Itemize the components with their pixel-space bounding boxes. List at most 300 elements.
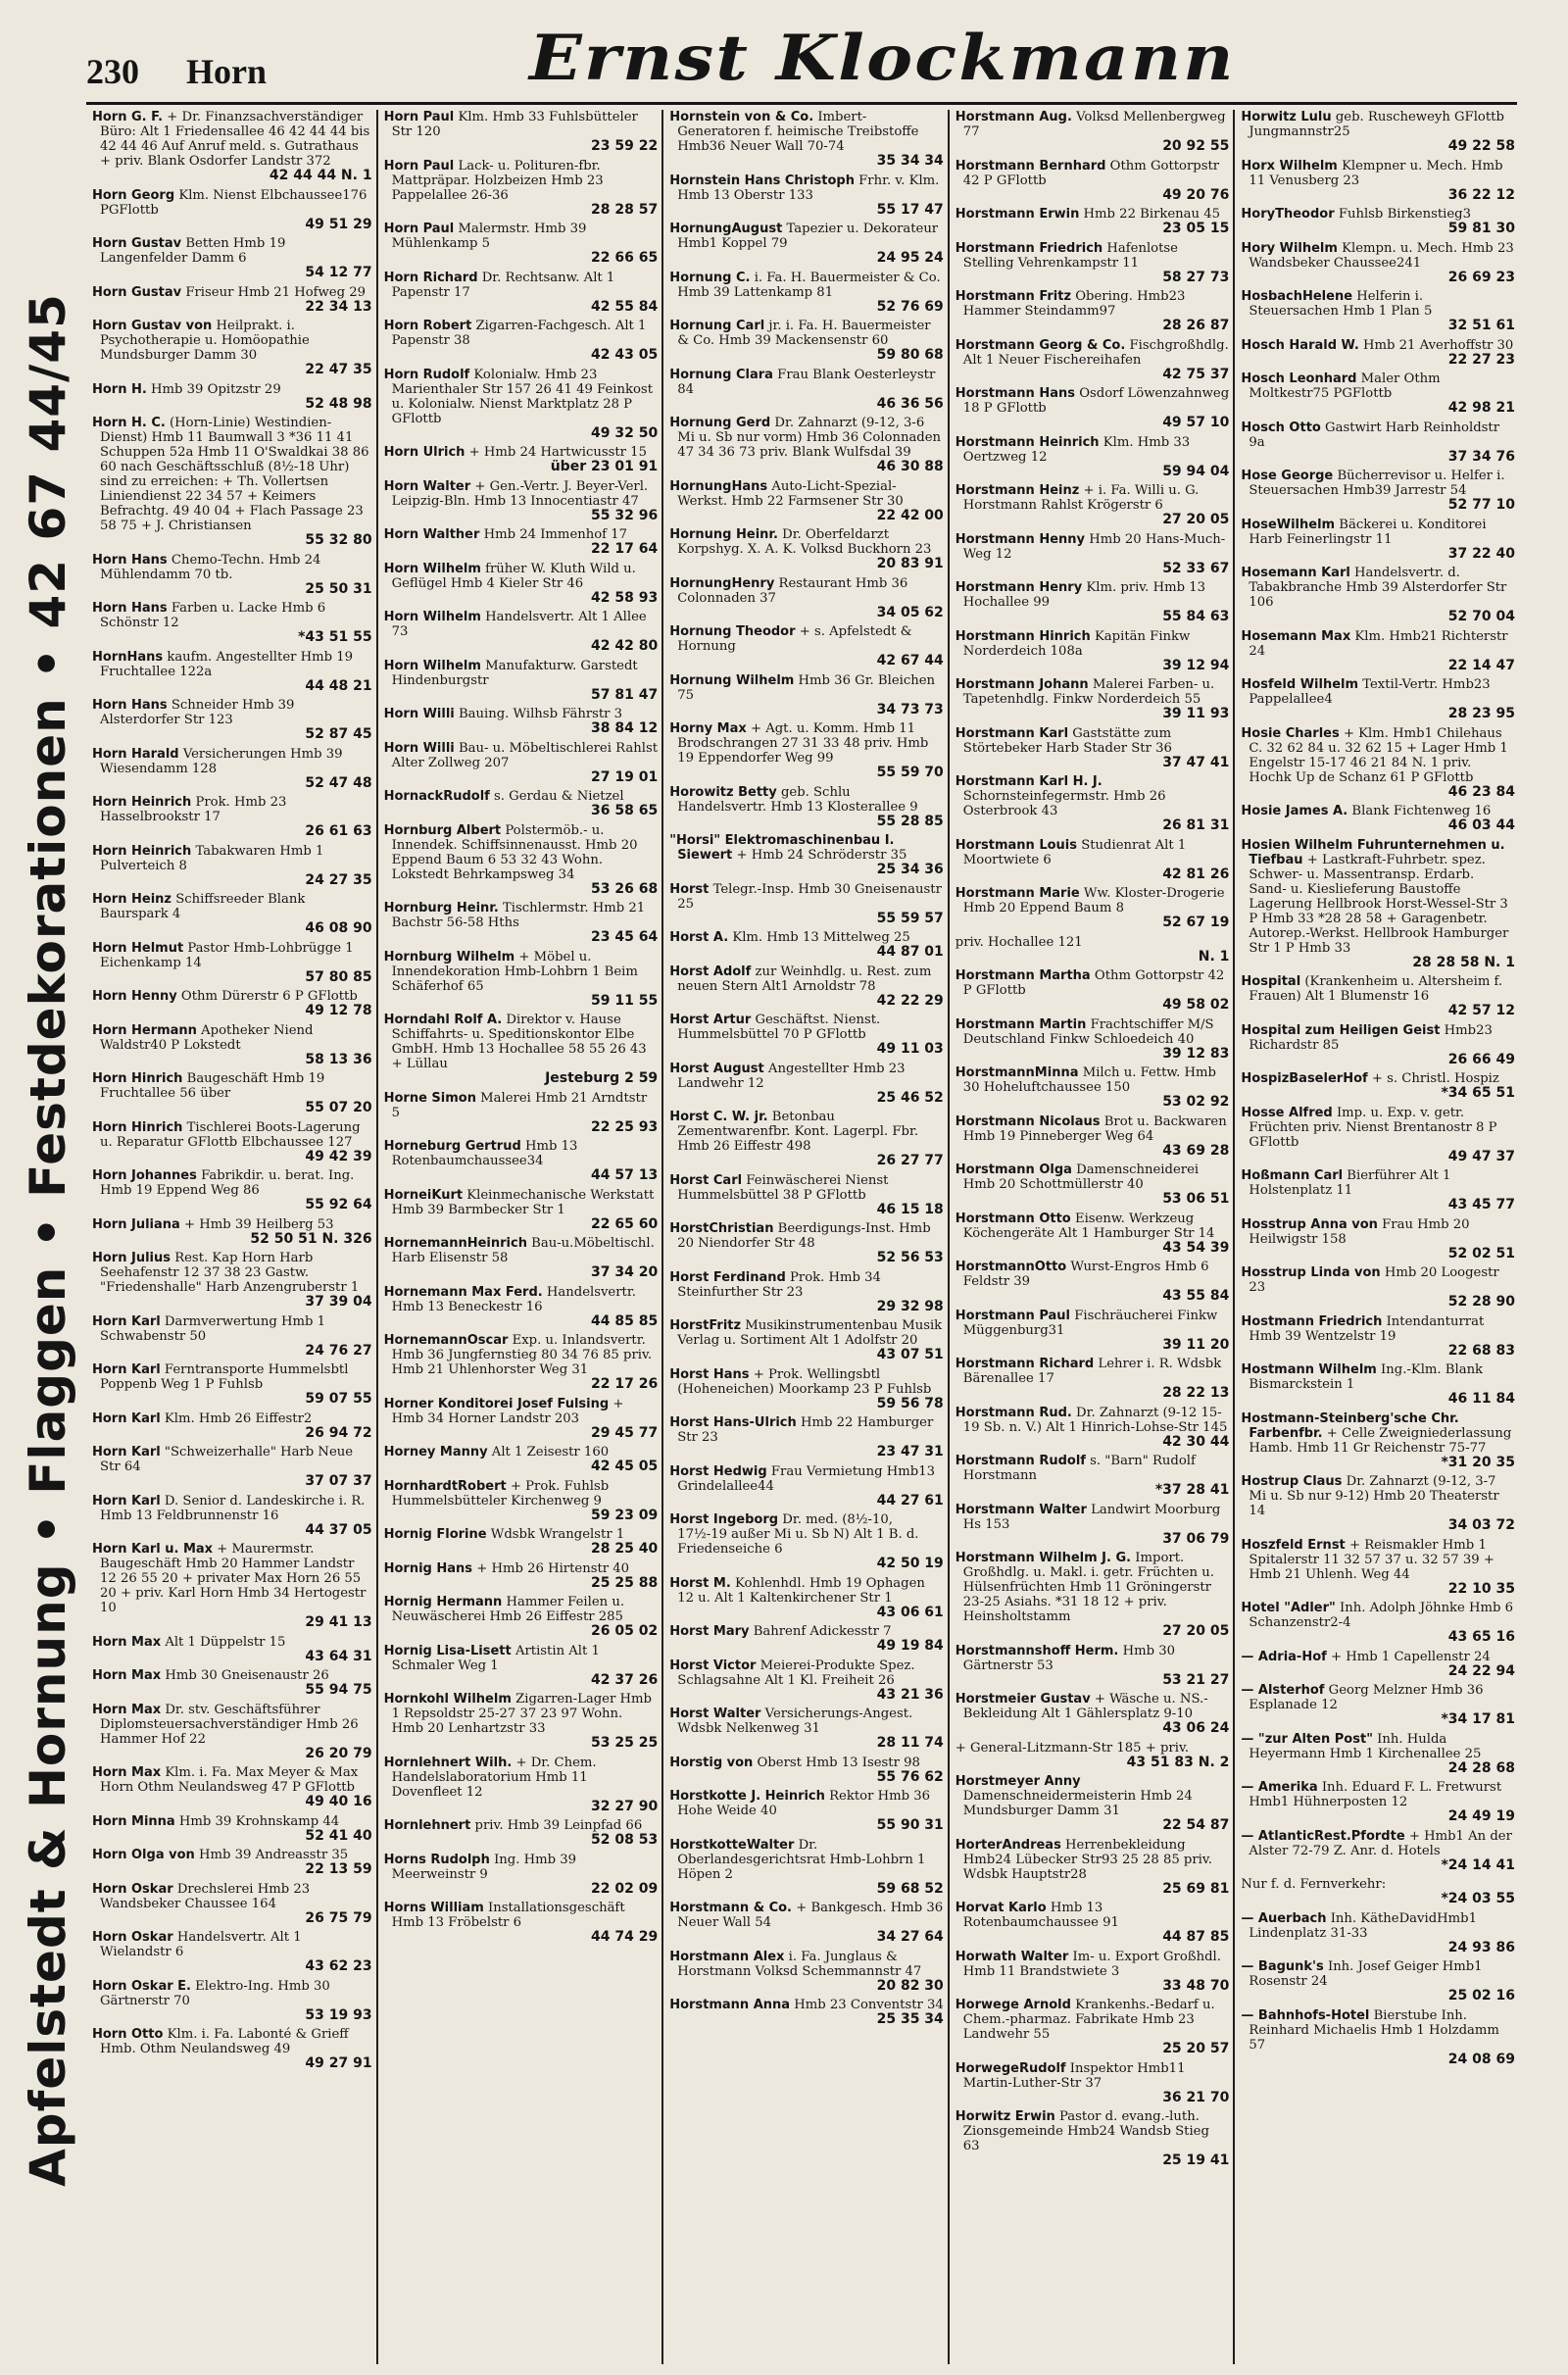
directory-entry [92,747,372,791]
entry-name: Hostmann Wilhelm [1241,1362,1377,1377]
entry-phone: 28 26 87 [1162,318,1230,333]
entry-details: Im- u. Export Großhdl. Hmb 11 Brandstwiete 3 [962,1949,1221,1979]
entry-name: Hornung Gerd [669,416,771,430]
directory-entry [384,222,659,266]
entry-details: Musikinstrumentenbau Musik Verlag u. Sortiment Alt 1 Adolfstr 20 [677,1318,943,1348]
entry-details: Zigarren-Lager Hmb 1 Repsoldstr 25-27 37 23 97 Wohn. Hmb 20 Lenhartzstr 33 [391,1692,652,1736]
directory-entry [1241,1959,1515,2004]
entry-name: HorstkotteWalter [669,1837,795,1853]
entry-name: Hotel "Adler" [1241,1601,1336,1615]
entry-phone: 49 12 78 [305,1003,372,1018]
entry-details: Artistin Alt 1 Schmaler Weg 1 [391,1643,600,1673]
entry-phone: *43 51 55 [298,629,372,645]
entry-phone: 59 56 78 [876,1395,944,1411]
directory-entry [384,1333,659,1392]
entry-phone: 33 48 70 [1162,1977,1230,1994]
entry-phone: *31 20 35 [1441,1454,1515,1470]
entry-details: Chemo-Techn. Hmb 24 Mühlendamm 70 tb. [100,552,321,582]
directory-entry [669,1318,944,1362]
entry-details: Klm. i. Fa. Labonté & Grieff Hmb. Othm Neulandsweg 49 [100,2027,349,2056]
directory-entry [1241,1106,1515,1164]
entry-details: (Krankenheim u. Altersheim f. Frauen) Alt 1 Blumenstr 16 [1249,974,1503,1004]
entry-details: Elektro-Ing. Hmb 30 Gärtnerstr 70 [100,1978,330,2008]
entry-name: Horst C. W. jr. [669,1110,768,1124]
entry-phone: 42 22 29 [876,992,944,1009]
directory-entry [956,435,1230,479]
entry-details: Beerdigungs-Inst. Hmb 20 Niendorfer Str 48 [677,1221,931,1251]
entry-name: Hosie Charles [1241,725,1340,741]
directory-entry [1241,421,1515,465]
entry-phone: 34 03 72 [1447,1517,1515,1533]
entry-phone: 55 90 31 [876,1817,944,1833]
directory-entry [92,650,372,694]
entry-name: Horn Gustav [92,236,182,251]
entry-details: Ing.-Klm. Blank Bismarckstein 1 [1249,1362,1484,1392]
directory-entry [669,110,944,169]
entry-details: geb. Schlu Handelsvertr. Hmb 13 Klosterallee 9 [677,784,918,815]
entry-details: "Schweizerhalle" Harb Neue Str 64 [100,1445,354,1474]
entry-phone: 52 50 51 N. 326 [250,1230,372,1247]
entry-details: Hmb 20 Loogestr 23 [1249,1265,1499,1295]
entry-name: Horstmann Anna [669,1998,791,2012]
entry-details: Kleinmechanische Werkstatt Hmb 39 Barmbecker Str 1 [391,1187,655,1217]
entry-phone: 49 19 84 [876,1638,944,1654]
entry-name: Hosstrup Linda von [1241,1265,1381,1280]
entry-phone: 52 48 98 [305,395,372,412]
directory-entry [669,1576,944,1620]
page-number: 230 [86,52,139,91]
entry-phone: 43 62 23 [305,1958,372,1974]
entry-name: Horstmann Walter [955,1502,1087,1517]
entry-name: Hosfeld Wilhelm [1241,677,1359,692]
directory-columns [90,110,1519,2364]
entry-name: Horstmann Nicolaus [955,1113,1101,1129]
entry-phone: 22 54 87 [1162,1817,1230,1833]
entry-name: Horn Walther [383,527,480,542]
entry-name: Horstmann Wilhelm J. G. [955,1551,1132,1565]
entry-name: Hornlehnert [383,1818,471,1833]
entry-name: Hornlehnert Wilh. [383,1755,513,1770]
entry-name: Horstmann Otto [955,1211,1071,1226]
directory-entry [92,553,372,597]
directory-entry [956,1644,1230,1688]
entry-name: Horn Georg [92,187,175,203]
entry-name: Hornung Clara [669,367,773,382]
entry-details: Frhr. v. Klm. Hmb 13 Oberstr 133 [677,173,940,203]
entry-details: Prok. Hmb 34 Steinfurther Str 23 [677,1269,881,1300]
directory-entry [956,1998,1230,2056]
entry-phone: 49 11 03 [876,1041,944,1057]
entry-name: — Alsterhof [1241,1683,1325,1698]
entry-name: Horn H. [92,381,147,397]
directory-column [90,110,376,2364]
directory-entry [384,950,659,1009]
entry-phone: über 23 01 91 [550,459,659,474]
directory-entry [384,659,659,703]
entry-phone: 42 44 44 N. 1 [269,168,372,183]
entry-details: Inh. Adolph Jöhnke Hmb 6 Schanzenstr2-4 [1249,1601,1514,1630]
entry-details: Schiffsreeder Blank Baurspark 4 [100,892,306,921]
entry-name: Horstmann Henny [955,531,1086,547]
entry-phone: 57 81 47 [590,686,659,703]
directory-entry [669,1838,944,1897]
directory-entry [384,1139,659,1183]
entry-name: Horstmann Johann [955,677,1089,692]
entry-phone: *24 14 41 [1441,1856,1515,1873]
entry-phone: 24 27 35 [305,871,372,888]
entry-name: Horwath Walter [955,1949,1069,1964]
directory-entry [1241,629,1515,673]
entry-phone: 49 57 10 [1162,415,1230,430]
directory-entry [956,1212,1230,1256]
entry-name: Horx Wilhelm [1241,158,1338,173]
entry-name: Hosien Wilhelm Fuhrunternehmen u. Tiefbau [1241,837,1505,867]
entry-details: Hmb 22 Birkenau 45 [1083,207,1220,222]
entry-phone: 55 07 20 [305,1100,372,1115]
directory-entry [1241,1071,1515,1101]
entry-phone: 53 19 93 [305,2006,372,2023]
directory-entry [384,1692,659,1751]
entry-details: Geschäftst. Nienst. Hummelsbüttel 70 P GFlottb [677,1013,881,1042]
entry-name: HorstmannMinna [955,1065,1079,1080]
directory-entry [956,629,1230,673]
entry-details: Bierführer Alt 1 Holstenplatz 11 [1249,1168,1451,1198]
entry-name: — Auerbach [1241,1910,1327,1926]
entry-name: Hospital zum Heiligen Geist [1241,1022,1441,1038]
entry-details: Installationsgeschäft Hmb 13 Fröbelstr 6 [391,1901,625,1930]
entry-name: Horst [669,881,710,897]
directory-entry [92,319,372,377]
entry-details: Malermstr. Hmb 39 Mühlenkamp 5 [391,222,587,251]
entry-name: Horstmann Friedrich [955,240,1103,256]
entry-details: Othm Dürerstr 6 P GFlottb [180,989,358,1004]
entry-phone: 52 70 04 [1447,609,1515,624]
entry-details: + Hmb 24 Schröderstr 35 [736,848,907,863]
entry-details: + Gen.-Vertr. J. Beyer-Verl. Leipzig-Bln. Hmb 13 Innocentiastr 47 [391,478,649,509]
entry-phone: 52 67 19 [1162,915,1230,930]
entry-name: Hornig Florine [383,1527,487,1542]
entry-details: Pastor d. evang.-luth. Zionsgemeinde Hmb24 Wandsb Stieg 63 [962,2109,1209,2153]
entry-details: Friseur Hmb 21 Hofweg 29 [185,284,367,300]
directory-entry [1241,159,1515,203]
directory-entry [669,479,944,523]
entry-phone: 46 11 84 [1447,1391,1515,1407]
entry-details: Wdsbk Wrangelstr 1 [490,1527,625,1542]
entry-name: Horwege Arnold [955,1998,1071,2012]
entry-name: Horn Hermann [92,1022,197,1038]
entry-phone: 53 21 27 [1162,1671,1230,1688]
entry-name: Horstmann Fritz [955,289,1072,304]
directory-entry [669,319,944,363]
entry-details: (Horn-Linie) Westindien-Dienst) Hmb 11 Baumwall 3 *36 11 41 Schuppen 52a Hmb 11 O'Swaldkai 38 86 60 nach Geschäftsschluß (8½-18 Uhr) sind zu erreichen: + Th. Vollertsen Liniendienst 22 34 57 + Keimers Befrachtg. 49 40 04 + Flach Passage 23 58 75 + J. Christiansen [100,416,369,533]
entry-phone: 58 27 73 [1162,269,1230,285]
entry-name: Horn Julius [92,1251,171,1265]
entry-phone: 42 57 12 [1447,1003,1515,1018]
entry-phone: 58 13 36 [305,1051,372,1067]
entry-phone: 37 34 76 [1447,448,1515,465]
entry-name: Horowitz Betty [669,784,777,800]
entry-name: Hornstein von & Co. [669,110,814,124]
entry-details: + Hmb 34 Horner Landstr 203 [391,1396,624,1426]
entry-details: Othm Gottorpstr 42 P GFlottb [962,158,1220,188]
directory-entry [92,698,372,742]
entry-details: jr. i. Fa. H. Bauermeister & Co. Hmb 39 Mackensenstr 60 [677,319,931,348]
entry-phone: 42 50 19 [876,1556,944,1571]
entry-phone: 42 81 26 [1162,866,1230,882]
entry-phone: 22 25 93 [590,1118,659,1135]
entry-details: Damenschneiderei Hmb 20 Schottmüllerstr 40 [962,1163,1200,1192]
entry-name: Hose George [1241,469,1334,483]
directory-entry [1241,289,1515,333]
entry-phone: 52 56 53 [876,1250,944,1265]
entry-details: Dr. Oberfeldarzt Korpshyg. X. A. K. Volksd Buckhorn 23 [677,527,932,557]
directory-entry [956,1114,1230,1159]
entry-phone: 44 57 13 [590,1167,659,1183]
directory-entry [1241,1362,1515,1407]
entry-phone: 22 42 00 [876,507,944,523]
entry-phone: 39 11 93 [1162,706,1230,721]
entry-details: Betonbau Zementwarenfbr. Kont. Lagerpl. Fbr. Hmb 26 Eiffestr 498 [677,1110,919,1154]
running-head: Horn [186,52,268,91]
entry-details: Bierstube Inh. Reinhard Michaelis Hmb 1 Holzdamm 57 [1249,2007,1499,2053]
entry-phone: 42 67 44 [876,653,944,668]
entry-details: + Hmb 1 Capellenstr 24 [1331,1649,1491,1664]
directory-entry [92,1703,372,1761]
directory-entry [1241,1265,1515,1310]
directory-entry [1241,677,1515,721]
entry-name: HorwegeRudolf [955,2060,1066,2076]
directory-entry [384,1013,659,1086]
directory-entry [384,1901,659,1945]
directory-entry [1241,1911,1515,1955]
entry-details: + General-Litzmann-Str 185 + priv. [955,1740,1190,1756]
entry-details: Alt 1 Zeisestr 160 [491,1445,610,1460]
entry-name: Horstmann Alex [669,1949,785,1964]
entry-details: + Möbel u. Innendekoration Hmb-Lohbrn 1 Beim Schäferhof 65 [391,949,638,994]
directory-entry [1241,726,1515,800]
directory-entry [1241,838,1515,970]
entry-details: Import. Großhdlg. u. Makl. i. getr. Früchten u. Hülsenfrüchten Hmb 11 Gröningerstr 23-25 Asiahs. *31 18 12 + priv. Heinsholtstamm [962,1551,1214,1624]
directory-entry [384,159,659,218]
directory-entry [384,1644,659,1688]
entry-details: Dr. Rechtsanw. Alt 1 Papenstr 17 [391,270,615,300]
entry-name: Hosse Alfred [1241,1105,1333,1120]
entry-details: Direktor v. Hause Schiffahrts- u. Speditionskontor Elbe GmbH. Hmb 13 Hochallee 58 55 26 43 + Lüllau [391,1013,647,1071]
entry-name: Horn Hinrich [92,1119,183,1135]
entry-phone: 43 65 16 [1447,1629,1515,1645]
entry-name: Horst Hans-Ulrich [669,1415,797,1430]
entry-phone: 25 69 81 [1162,1880,1230,1897]
entry-details: Inh. Hulda Heyermann Hmb 1 Kirchenallee 25 [1249,1731,1482,1761]
entry-details: Hmb 30 Gärtnerstr 53 [962,1643,1175,1673]
entry-details: Versicherungen Hmb 39 Wiesendamm 128 [100,746,343,776]
entry-phone: 26 27 77 [876,1153,944,1168]
entry-phone: 52 87 45 [305,726,372,742]
entry-details: Schornsteinfegermstr. Hmb 26 Osterbrook 43 [962,789,1166,818]
entry-name: Horn Oskar [92,1881,173,1897]
entry-name: Horn Minna [92,1813,175,1829]
entry-phone: 22 47 35 [305,362,372,377]
directory-entry [669,1367,944,1411]
directory-entry [1241,974,1515,1018]
entry-phone: 32 27 90 [590,1798,659,1814]
entry-name: Hornstein Hans Christoph [669,173,855,188]
entry-phone: 44 48 21 [305,677,372,694]
entry-details: Frachtschiffer M/S Deutschland Finkw Schloedeich 40 [962,1016,1214,1047]
entry-name: Horn H. C. [92,416,166,430]
entry-phone: 28 23 95 [1447,706,1515,721]
entry-name: Horn Paul [383,222,455,236]
entry-name: HorstFritz [669,1318,742,1333]
entry-phone: 59 94 04 [1162,463,1230,479]
entry-name: HornHans [92,649,164,665]
entry-name: HornungHenry [669,575,775,591]
directory-entry [384,479,659,523]
directory-entry [669,882,944,926]
directory-entry [384,527,659,557]
entry-details: Klempner u. Mech. Hmb 11 Venusberg 23 [1249,158,1503,188]
entry-name: Horn Paul [383,110,455,124]
entry-details: priv. Hochallee 121 [955,934,1083,950]
directory-entry [92,2027,372,2071]
entry-name: Hospital [1241,974,1301,989]
entry-phone: 52 76 69 [876,298,944,315]
entry-phone: 22 14 47 [1447,657,1515,673]
entry-name: Horst Walter [669,1707,761,1721]
directory-entry [1241,2008,1515,2067]
entry-phone: N. 1 [1198,948,1230,965]
entry-name: Horst Artur [669,1013,752,1027]
entry-details: Textil-Vertr. Hmb23 Pappelallee4 [1249,677,1491,707]
entry-phone: 54 12 77 [305,265,372,280]
entry-phone: 26 75 79 [305,1909,372,1926]
entry-details: Lehrer i. R. Wdsbk Bärenallee 17 [962,1357,1222,1386]
entry-phone: 43 69 28 [1162,1142,1230,1159]
entry-phone: 35 34 34 [876,153,944,169]
directory-entry [956,726,1230,770]
entry-name: Horstmannshoff Herm. [955,1643,1119,1658]
directory-entry [669,1756,944,1785]
directory-entry [669,1998,944,2027]
entry-phone: 22 27 23 [1447,351,1515,368]
directory-entry [1241,241,1515,285]
entry-phone: 43 21 36 [876,1686,944,1703]
directory-entry [669,527,944,571]
entry-details: Hmb 23 Conventstr 34 [794,1998,944,2012]
entry-name: HorstmannOtto [955,1260,1067,1274]
entry-phone: 22 34 13 [305,298,372,315]
directory-entry [669,833,944,877]
entry-details: Hmb 21 Averhoffstr 30 [1362,337,1514,353]
entry-details: Baugeschäft Hmb 19 Fruchtallee 56 über [100,1071,325,1101]
directory-entry [1241,1023,1515,1067]
entry-details: Apotheker Niend Waldstr40 P Lokstedt [100,1022,314,1053]
entry-name: Horstmann Paul [955,1308,1070,1323]
entry-phone: 59 80 68 [876,347,944,363]
entry-details: Telegr.-Insp. Hmb 30 Gneisenaustr 25 [677,881,942,912]
directory-entry [669,1221,944,1265]
entry-phone: 55 17 47 [876,201,944,218]
entry-details: Ww. Kloster-Drogerie Hmb 20 Eppend Baum 8 [962,886,1225,915]
entry-phone: 44 37 05 [305,1521,372,1538]
entry-name: Horn Karl [92,1410,161,1426]
entry-phone: 36 22 12 [1447,186,1515,203]
directory-entry [384,610,659,654]
directory-entry [384,445,659,474]
entry-phone: 46 23 84 [1447,783,1515,800]
entry-details: Dr. Zahnarzt (9-12 15-19 Sb. n. V.) Alt 1 Hinrich-Lohse-Str 145 [962,1405,1228,1435]
entry-details: + s. Apfelstedt & Hornung [677,624,912,654]
entry-name: Horstmann Hans [955,386,1075,401]
entry-phone: 42 55 84 [590,298,659,315]
directory-entry [92,1120,372,1164]
directory-entry [92,1411,372,1441]
entry-details: i. Fa. H. Bauermeister & Co. Hmb 39 Lattenkamp 81 [677,270,941,300]
directory-entry [669,271,944,315]
entry-name: Horst Hedwig [669,1463,767,1479]
entry-name: Hornung Heinr. [669,527,778,542]
entry-details: Malerei Hmb 21 Arndtstr 5 [391,1090,648,1120]
entry-phone: 42 58 93 [590,589,659,606]
entry-details: + Maurermstr. Baugeschäft Hmb 20 Hammer Landstr 12 26 55 20 + privater Max Horn 26 55 20 + priv. Karl Horn Hmb 34 Hertogestr 10 [100,1542,367,1615]
entry-name: Hornung Theodor [669,624,796,639]
directory-entry [1241,1314,1515,1359]
entry-phone: 42 30 44 [1162,1433,1230,1450]
directory-entry [1241,1683,1515,1727]
entry-details: Klm. Hmb 33 Fuhlsbütteler Str 120 [391,110,638,139]
entry-name: Horns Rudolph [383,1852,490,1867]
entry-phone: 49 42 39 [305,1148,372,1164]
entry-phone: 46 03 44 [1447,817,1515,833]
entry-details: Inspektor Hmb11 Martin-Luther-Str 37 [962,2060,1186,2091]
entry-phone: 38 84 12 [590,720,659,736]
entry-phone: 24 76 27 [305,1342,372,1359]
entry-details: Handelsvertr. Alt 1 Allee 73 [391,610,647,639]
entry-phone: 52 28 90 [1447,1294,1515,1310]
entry-details: Hmb 36 Gr. Bleichen 75 [677,672,936,703]
entry-name: Hornburg Wilhelm [383,949,515,965]
entry-name: Hornung Wilhelm [669,672,795,688]
entry-details: Krankenhs.-Bedarf u. Chem.-pharmaz. Fabrikate Hmb 23 Landwehr 55 [962,1998,1215,2042]
entry-phone: 44 87 85 [1162,1929,1230,1945]
entry-phone: 43 07 51 [876,1347,944,1362]
entry-phone: 37 39 04 [305,1294,372,1310]
directory-entry [669,1950,944,1994]
entry-name: Horstmann Rud. [955,1405,1072,1420]
entry-name: HornungAugust [669,222,783,236]
entry-details: s. "Barn" Rudolf Horstmann [962,1454,1196,1483]
entry-phone: 43 06 24 [1162,1720,1230,1736]
entry-phone: 23 47 31 [876,1444,944,1460]
directory-entry [92,1765,372,1809]
entry-name: Hoßmann Carl [1241,1168,1344,1183]
entry-details: Landwirt Moorburg Hs 153 [962,1502,1221,1532]
side-advertisement [8,118,88,2362]
entry-phone: 26 94 72 [305,1424,372,1441]
directory-entry [956,1357,1230,1401]
directory-entry [1241,566,1515,624]
entry-details: Frau Vermietung Hmb13 Grindelallee44 [677,1463,935,1494]
entry-phone: 49 22 58 [1447,138,1515,154]
entry-phone: 43 55 84 [1162,1288,1230,1304]
entry-phone: 59 07 55 [305,1391,372,1407]
directory-entry [92,285,372,315]
entry-phone: 34 27 64 [876,1929,944,1945]
page-header [0,0,1568,110]
entry-name: — Bagunk's [1241,1959,1324,1974]
directory-entry [956,207,1230,236]
entry-name: Horn Helmut [92,940,184,956]
